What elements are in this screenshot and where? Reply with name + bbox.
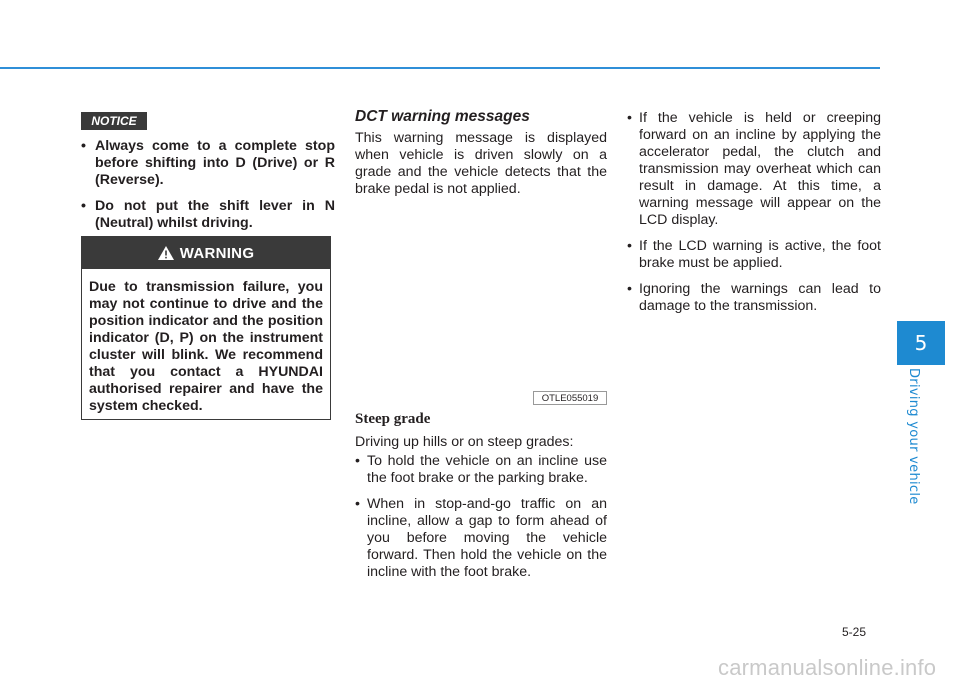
image-code: OTLE055019	[533, 391, 607, 405]
bullet-icon: •	[355, 453, 360, 469]
list-item: • If the LCD warning is active, the foot brake must be applied.	[627, 238, 881, 271]
chapter-number-tab: 5	[897, 321, 945, 365]
list-item: • When in stop-and-go traffic on an incline, allow a gap to form ahead of you before moving the vehicle forward. Then hold the vehicle on the incline with the foot brake.	[355, 496, 607, 580]
page-number: 5-25	[842, 625, 867, 639]
watermark: carmanualsonline.info	[718, 655, 937, 680]
steep-grade-intro: Driving up hills or on steep grades:	[355, 434, 574, 450]
notice-list	[81, 138, 335, 241]
warning-text: Due to transmission failure, you may not continue to drive and the position indicator and the position indicator (D, P) on the instrument cluster will blink. We recommend that you contact a HYUNDAI authorised repairer and have the system checked.	[89, 279, 323, 414]
bullet-icon: •	[81, 138, 86, 154]
header-rule	[0, 67, 880, 69]
dct-intro: This warning message is displayed when vehicle is driven slowly on a grade and the vehicle detects that the brake pedal is not applied.	[355, 130, 607, 197]
bullet-icon: •	[627, 238, 632, 254]
illustration-image	[355, 204, 607, 404]
notice-badge: NOTICE	[81, 112, 147, 130]
notice-item: • Always come to a complete stop before shifting into D (Drive) or R (Reverse).	[81, 138, 335, 188]
steep-grade-heading: Steep grade	[355, 411, 431, 427]
warning-box	[81, 236, 331, 420]
warning-title: WARNING	[179, 244, 255, 262]
warning-triangle-icon	[158, 246, 174, 260]
bullet-icon: •	[627, 110, 632, 126]
bullet-icon: •	[627, 281, 632, 297]
steep-grade-list	[355, 453, 607, 590]
notice-item: • Do not put the shift lever in N (Neutral) whilst driving.	[81, 198, 335, 231]
list-item: • Ignoring the warnings can lead to damage to the transmission.	[627, 281, 881, 314]
incline-warning-list	[627, 110, 881, 324]
chapter-title: Driving your vehicle	[906, 368, 921, 505]
dct-heading: DCT warning messages	[355, 108, 530, 125]
bullet-icon: •	[81, 198, 86, 214]
list-item: • If the vehicle is held or creeping forward on an incline by applying the accelerator pedal, the clutch and transmission may overheat which can result in damage. At this time, a warning message will appear on the LCD display.	[627, 110, 881, 228]
bullet-icon: •	[355, 496, 360, 512]
list-item: • To hold the vehicle on an incline use the foot brake or the parking brake.	[355, 453, 607, 486]
warning-header	[82, 237, 330, 269]
